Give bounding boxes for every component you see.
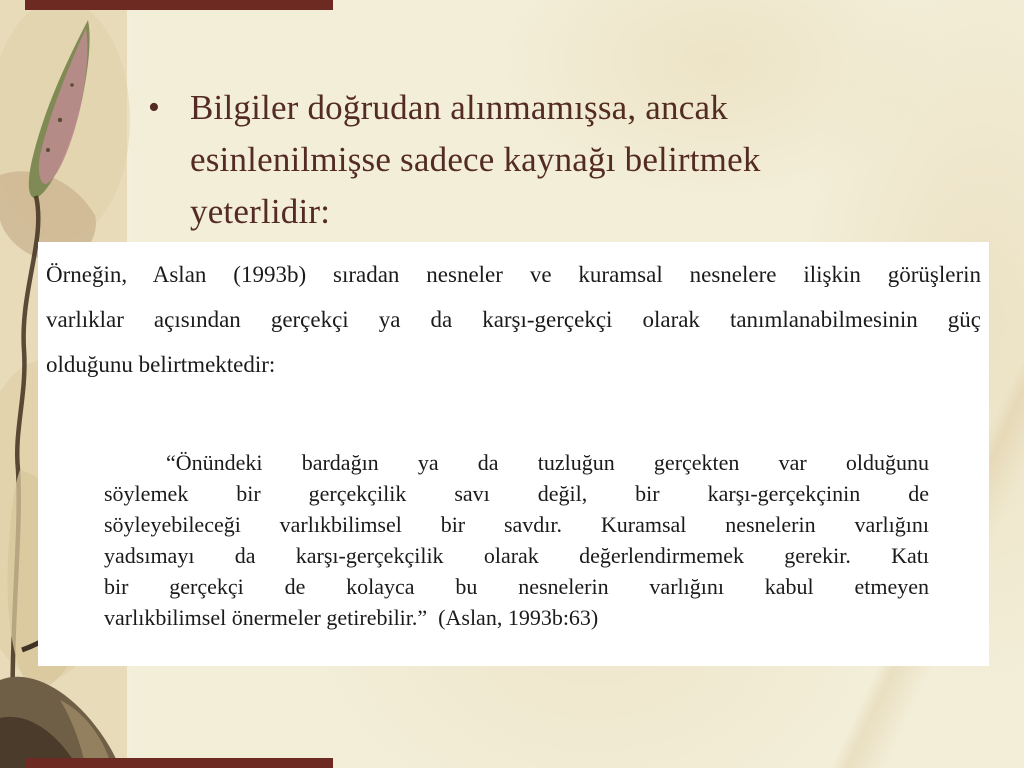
text-line: esinlenilmişse sadece kaynağı belirtmek: [190, 140, 761, 179]
top-accent-bar: [25, 0, 333, 10]
text-line: olduğunu belirtmektedir:: [46, 352, 276, 377]
text-line: yadsımayı da karşı-gerçekçilik olarak değerlendirmemek gerekir. Katı: [104, 543, 929, 568]
text-line: Örneğin, Aslan (1993b) sıradan nesneler ve kuramsal nesnelere ilişkin görüşlerin: [46, 262, 981, 287]
text-line: varlıklar açısından gerçekçi ya da karşı-gerçekçi olarak tanımlanabilmesinin güç: [46, 307, 981, 332]
slide-title-block: [148, 82, 938, 238]
slide-title: [190, 82, 761, 238]
excerpt-box: [38, 242, 989, 666]
excerpt-quote: [104, 447, 929, 633]
excerpt-paragraph: [46, 252, 981, 387]
text-line: söyleyebileceği varlıkbilimsel bir savdır. Kuramsal nesnelerin varlığını: [104, 512, 929, 537]
text-line: “Önündeki bardağın ya da tuzluğun gerçekten var olduğunu: [166, 450, 929, 475]
text-line: bir gerçekçi de kolayca bu nesnelerin varlığını kabul etmeyen: [104, 574, 929, 599]
leaf-speckle: [58, 118, 62, 122]
bottom-accent-bar: [25, 758, 333, 768]
text-line: söylemek bir gerçekçilik savı değil, bir karşı-gerçekçinin de: [104, 481, 929, 506]
text-line: varlıkbilimsel önermeler getirebilir.” (Aslan, 1993b:63): [104, 605, 599, 630]
leaf-speckle: [46, 148, 50, 152]
text-line: yeterlidir:: [190, 192, 331, 231]
leaf-speckle: [70, 83, 74, 87]
text-line: Bilgiler doğrudan alınmamışsa, ancak: [190, 88, 728, 127]
bullet-marker: •: [148, 89, 160, 126]
